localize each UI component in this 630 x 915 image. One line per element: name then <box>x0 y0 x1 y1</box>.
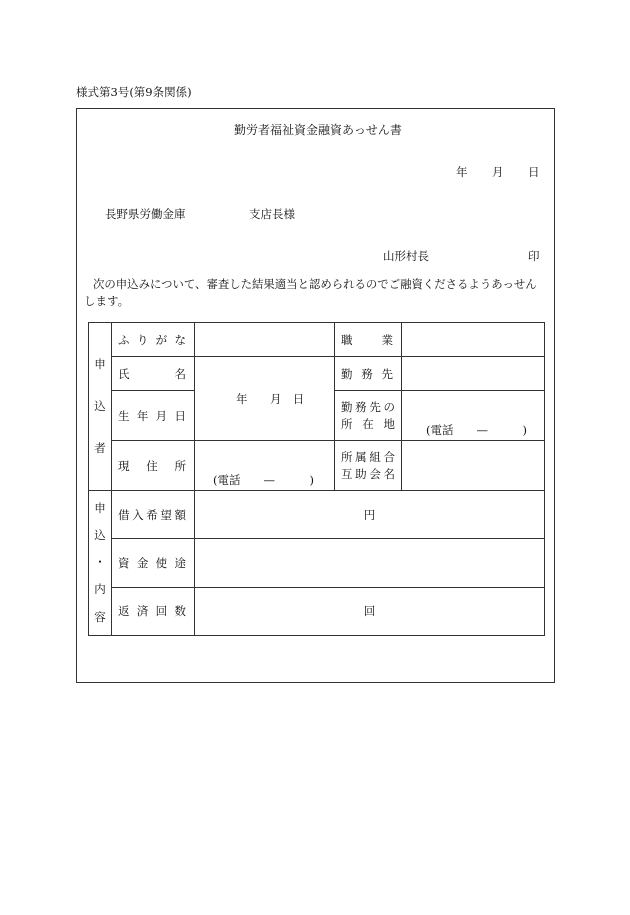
workplace-address-field[interactable] <box>402 391 545 441</box>
group-char: 内 <box>94 582 106 597</box>
group-char: 申 <box>94 356 106 371</box>
occupation-label: 職業 <box>335 323 402 357</box>
table-row <box>89 357 545 391</box>
workplace-address-label-line-2: 所在地 <box>341 416 395 431</box>
group-char: 容 <box>94 609 106 624</box>
repayment-count-unit: 回 <box>363 604 376 619</box>
occupation-field[interactable] <box>402 323 545 357</box>
mutual-aid-label-line-1: 所属組合 <box>341 449 395 464</box>
form-number: 様式第3号(第9条関係) <box>76 85 192 99</box>
table-row <box>89 491 545 539</box>
loan-amount-label: 借入希望額 <box>112 491 195 539</box>
birth-date-field[interactable] <box>195 357 335 441</box>
address-label: 現住所 <box>112 441 195 491</box>
birth-day-unit: 日 <box>292 391 305 406</box>
birth-month-unit: 月 <box>270 391 282 406</box>
workplace-address-label-line-1: 勤務先の <box>341 399 395 414</box>
furigana-label: ふりがな <box>112 323 195 357</box>
group-char: 申 <box>94 500 106 515</box>
sender-name: 山形村長 <box>383 249 429 263</box>
group-char: ・ <box>94 555 106 570</box>
seal-mark: 印 <box>528 249 540 263</box>
workplace-phone-hint: (電話 — ) <box>426 423 527 437</box>
furigana-field[interactable] <box>195 323 335 357</box>
repayment-count-field[interactable] <box>195 587 545 635</box>
table-row <box>89 587 545 635</box>
date-year: 年 <box>456 165 468 179</box>
content-group-label <box>89 491 112 636</box>
addressee-suffix: 支店長様 <box>249 207 295 221</box>
address-phone-hint: (電話 — ) <box>213 473 314 487</box>
addressee-org: 長野県労働金庫 <box>105 207 186 221</box>
workplace-label: 勤務先 <box>335 357 402 391</box>
loan-amount-field[interactable] <box>195 491 545 539</box>
table-row <box>89 323 545 357</box>
date-day: 日 <box>528 165 540 179</box>
address-field[interactable] <box>195 441 335 491</box>
repayment-count-label: 返済回数 <box>112 587 195 635</box>
body-text-line-1: 次の申込みについて、審査した結果適当と認められるのでご融資くださるようあっせん <box>93 277 537 291</box>
body-text-line-2: します。 <box>84 294 130 308</box>
fund-use-field[interactable] <box>195 539 545 587</box>
table-row <box>89 539 545 587</box>
mutual-aid-field[interactable] <box>402 441 545 491</box>
mutual-aid-label <box>335 441 402 491</box>
group-char: 込 <box>94 528 106 543</box>
applicant-group-label <box>89 323 112 491</box>
loan-amount-unit: 円 <box>363 507 376 522</box>
birth-date-label: 生年月日 <box>112 391 195 441</box>
workplace-field[interactable] <box>402 357 545 391</box>
birth-year-unit: 年 <box>236 391 248 406</box>
fund-use-label: 資金使途 <box>112 539 195 587</box>
date-month: 月 <box>492 165 504 179</box>
workplace-address-label <box>335 391 402 441</box>
group-char: 込 <box>94 398 106 413</box>
mutual-aid-label-line-2: 互助会名 <box>341 466 395 481</box>
name-label: 氏名 <box>112 357 195 391</box>
table-row <box>89 441 545 491</box>
document-title: 勤労者福祉資金融資あっせん書 <box>234 123 402 137</box>
application-table <box>88 322 545 636</box>
group-char: 者 <box>94 440 106 455</box>
